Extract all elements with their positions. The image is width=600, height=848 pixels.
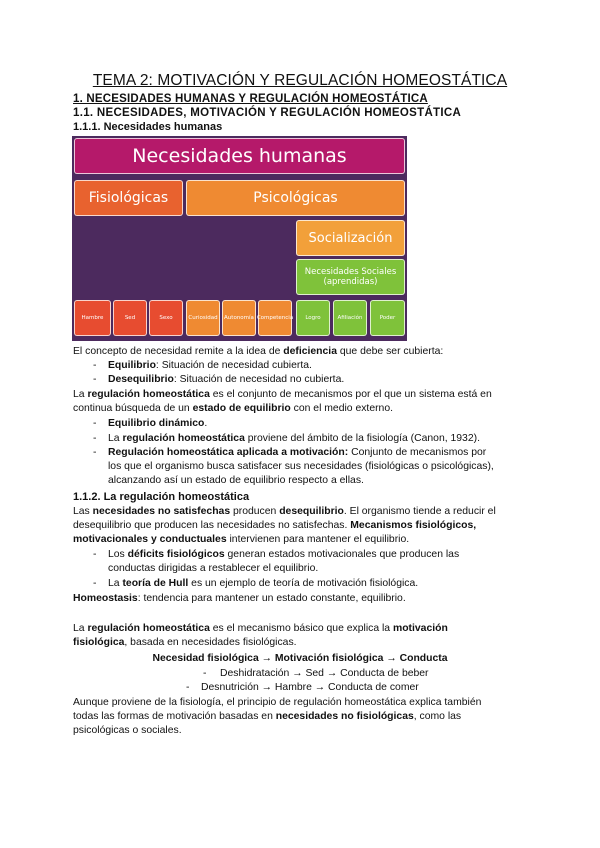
list-item: Desequilibrio: Situación de necesidad no cubierta.	[108, 374, 345, 385]
paragraph: La regulación homeostática es el conjunto de mecanismos por el que un sistema está en	[73, 389, 492, 400]
paragraph-line: continua búsqueda de un estado de equilibrio con el medio externo.	[73, 403, 393, 414]
diagram-leaf: Curiosidad	[186, 300, 220, 336]
example-line: Desnutrición → Hambre → Conducta de comer	[201, 682, 419, 693]
subsubsection-heading: 1.1.1. Necesidades humanas	[73, 121, 223, 133]
list-item-line: alcanzando así un estado de equilibrio respecto a ellas.	[108, 475, 364, 486]
list-item: La regulación homeostática proviene del ámbito de la fisiología (Canon, 1932).	[108, 433, 480, 444]
subsubsection-heading: 1.1.2. La regulación homeostática	[73, 491, 250, 503]
subsection-heading: 1.1. NECESIDADES, MOTIVACIÓN Y REGULACIÓN HOMEOSTÁTICA	[73, 107, 462, 119]
paragraph: Las necesidades no satisfechas producen desequilibrio. El organismo tiende a reducir el	[73, 506, 496, 517]
list-item: Equilibrio dinámico.	[108, 418, 208, 429]
paragraph-line: fisiológica, basada en necesidades fisiológicas.	[73, 637, 297, 648]
diagram-leaf: Autonomía	[222, 300, 256, 336]
section-heading: 1. NECESIDADES HUMANAS Y REGULACIÓN HOMEOSTÁTICA	[73, 93, 428, 105]
example-line: Deshidratación → Sed → Conducta de beber	[220, 668, 429, 679]
list-item: Equilibrio: Situación de necesidad cubierta.	[108, 360, 312, 371]
paragraph: La regulación homeostática es el mecanismo básico que explica la motivación	[73, 623, 448, 634]
diagram-leaf: Competencia	[258, 300, 292, 336]
paragraph-line: motivacionales y conductuales intervienen para mantener el equilibrio.	[73, 534, 410, 545]
bullet-dash: -	[93, 433, 97, 444]
diagram-box-psicologicas: Psicológicas	[186, 180, 405, 216]
bullet-dash: -	[93, 578, 97, 589]
paragraph-line: desequilibrio que producen las necesidades no satisfechas. Mecanismos fisiológicos,	[73, 520, 477, 531]
needs-diagram	[72, 136, 407, 341]
paragraph: Aunque proviene de la fisiología, el principio de regulación homeostática explica también	[73, 697, 482, 708]
diagram-leaf: Afiliación	[333, 300, 367, 336]
paragraph: El concepto de necesidad remite a la idea de deficiencia que debe ser cubierta:	[73, 346, 444, 357]
paragraph-line: todas las formas de motivación basadas en necesidades no fisiológicas, como las	[73, 711, 462, 722]
diagram-leaf: Poder	[370, 300, 405, 336]
bullet-dash: -	[186, 682, 190, 693]
bullet-dash: -	[93, 360, 97, 371]
bullet-dash: -	[93, 418, 97, 429]
diagram-leaf: Sexo	[149, 300, 183, 336]
bullet-dash: -	[93, 549, 97, 560]
list-item: Regulación homeostática aplicada a motivación: Conjunto de mecanismos por	[108, 447, 487, 458]
diagram-box-fisiologicas: Fisiológicas	[74, 180, 183, 216]
list-item-line: conductas dirigidas a restablecer el equilibrio.	[108, 563, 319, 574]
paragraph: Homeostasis: tendencia para mantener un estado constante, equilibrio.	[73, 593, 406, 604]
diagram-leaf: Logro	[296, 300, 330, 336]
diagram-leaf: Hambre	[74, 300, 111, 336]
bullet-dash: -	[93, 447, 97, 458]
diagram-box-top: Necesidades humanas	[74, 138, 405, 174]
diagram-box-socializacion: Socialización	[296, 220, 405, 256]
page-title: TEMA 2: MOTIVACIÓN Y REGULACIÓN HOMEOSTÁTICA	[92, 72, 508, 89]
list-item: Los déficits fisiológicos generan estados motivacionales que producen las	[108, 549, 460, 560]
bullet-dash: -	[93, 374, 97, 385]
bullet-dash: -	[203, 668, 207, 679]
diagram-leaf: Sed	[113, 300, 147, 336]
list-item: La teoría de Hull es un ejemplo de teoría de motivación fisiológica.	[108, 578, 419, 589]
paragraph-line: psicológicas o sociales.	[73, 725, 182, 736]
diagram-box-aprendidas: Necesidades Sociales (aprendidas)	[296, 259, 405, 295]
list-item-line: los que el organismo busca satisfacer sus necesidades (fisiológicas o psicológicas),	[108, 461, 494, 472]
flow-line: Necesidad fisiológica → Motivación fisiológica → Conducta	[152, 653, 448, 664]
